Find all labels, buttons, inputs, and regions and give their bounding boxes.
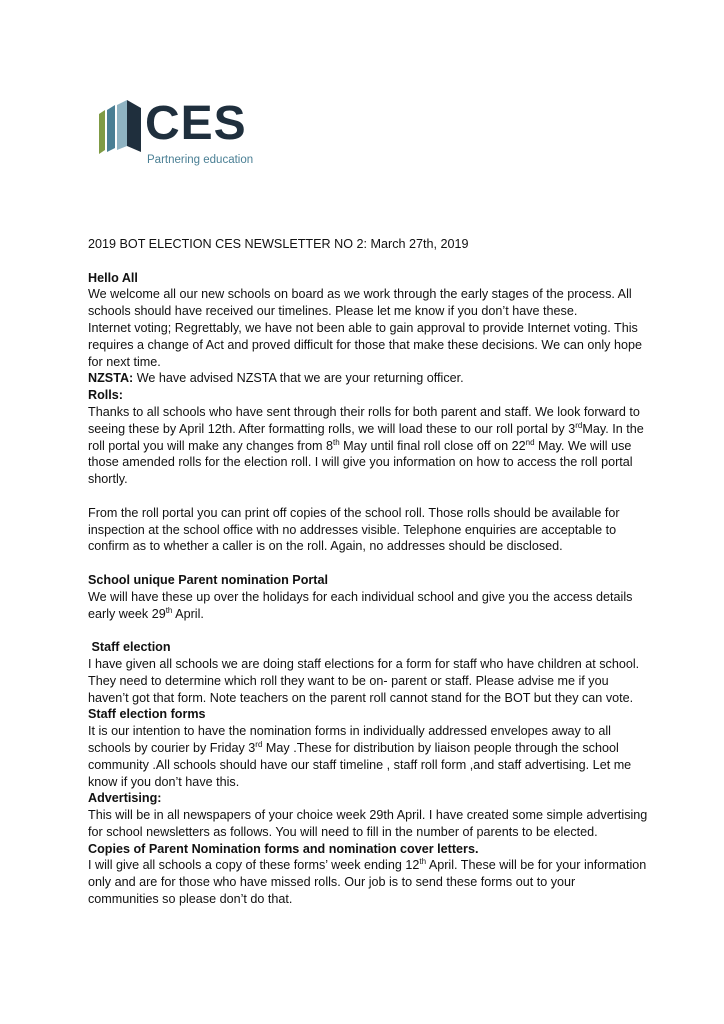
newsletter-body	[88, 236, 648, 908]
advertising-paragraph: This will be in all newspapers of your choice week 29th April. I have created some simple advertising for school newsletters as follows. You will need to fill in the number of parents to be elected.	[88, 808, 648, 839]
nzsta-paragraph	[88, 370, 648, 387]
newsletter-title: 2019 BOT ELECTION CES NEWSLETTER NO 2: March 27th, 2019	[88, 237, 469, 251]
staff-forms-heading: Staff election forms	[88, 707, 206, 722]
portal-heading: School unique Parent nomination Portal	[88, 572, 328, 587]
internet-voting-paragraph: Internet voting; Regrettably, we have not been able to gain approval to provide Internet voting. This requires a change of Act and proved difficult for those that make these decisions. We can only hope for next time.	[88, 320, 642, 369]
rolls-heading: Rolls:	[88, 388, 123, 403]
staff-election-heading: Staff election	[88, 640, 171, 655]
copies-heading: Copies of Parent Nomination forms and nomination cover letters.	[88, 841, 479, 856]
rolls-paragraph: Thanks to all schools who have sent through their rolls for both parent and staff. We look forward to seeing these by April 12th. After formatting rolls, we will load these to our roll portal by 3rdMay. In the roll portal you will make any changes from 8th May until final roll close off on 22nd May. We will use those amended rolls for the election roll. I will give you information on how to access the roll portal shortly.	[88, 404, 644, 487]
staff-forms-paragraph: It is our intention to have the nomination forms in individually addressed envelopes away to all schools by courier by Friday 3rd May .These for distribution by liaison people through the school community .All schools should have our staff timeline , staff roll form ,and staff advertising. Let me know if you don’t have this.	[88, 724, 632, 789]
copies-paragraph: I will give all schools a copy of these forms’ week ending 12th April. These will be for your information only and are for those who have missed rolls. Our job is to send these forms out to your communities so please don’t do that.	[88, 857, 647, 907]
staff-election-paragraph: I have given all schools we are doing staff elections for a form for staff who have children at school. They need to determine which roll they want to be on- parent or staff. Please advise me if you haven’t got that form. Note teachers on the parent roll cannot stand for the BOT but they can vote.	[88, 656, 640, 705]
portal-paragraph: We will have these up over the holidays for each individual school and give you the access details early week 29th April.	[88, 589, 633, 621]
advertising-heading: Advertising:	[88, 791, 162, 806]
ces-logo	[97, 97, 257, 170]
nzsta-text: We have advised NZSTA that we are your returning officer.	[133, 371, 464, 386]
book-stack-icon	[97, 100, 147, 156]
roll-portal-paragraph: From the roll portal you can print off copies of the school roll. Those rolls should be available for inspection at the school office with no addresses visible. Telephone enquiries are acceptable to confirm as to whether a caller is on the roll. Again, no addresses should be disclosed.	[88, 505, 620, 554]
greeting: Hello All	[88, 270, 138, 285]
logo-wordmark: CES	[145, 97, 247, 150]
welcome-paragraph: We welcome all our new schools on board as we work through the early stages of the process. All schools should have received our timelines. Please let me know if you don’t have these.	[88, 287, 632, 319]
nzsta-label: NZSTA:	[88, 371, 134, 386]
logo-tagline: Partnering education	[147, 154, 254, 166]
